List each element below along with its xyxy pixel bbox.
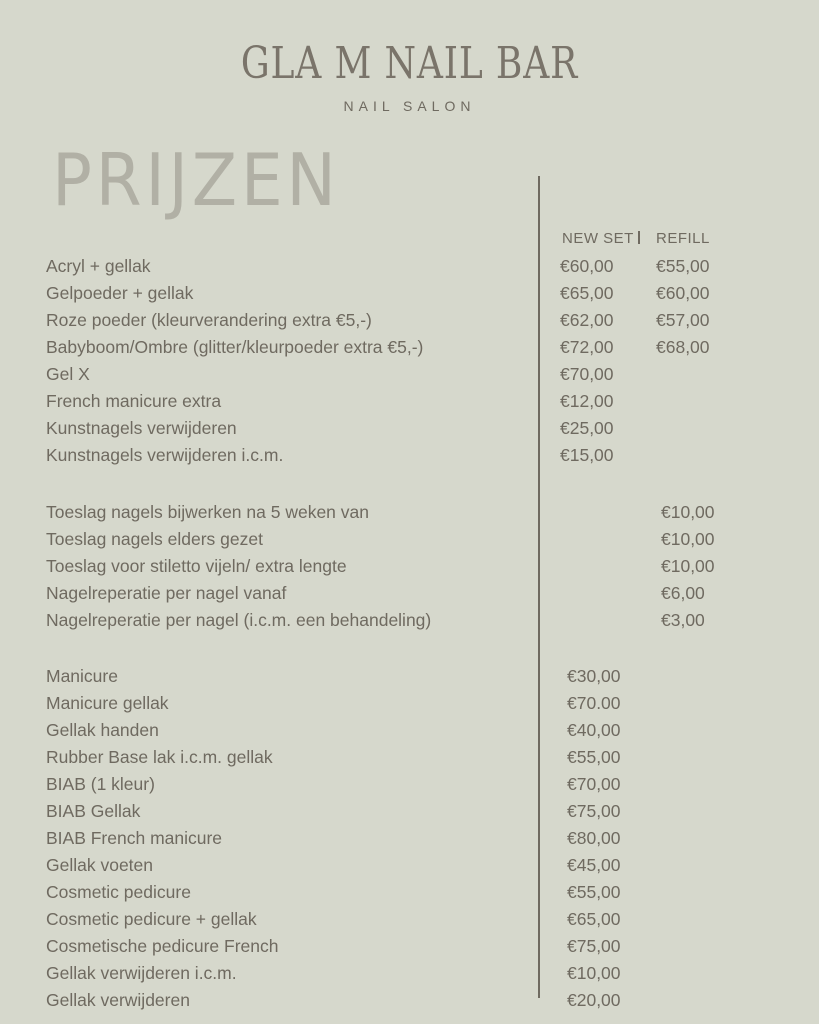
refill-price: €60,00	[656, 283, 710, 303]
service-price: €80,00	[567, 828, 621, 848]
new-set-price: €72,00	[560, 337, 614, 357]
new-set-price: €25,00	[560, 418, 614, 438]
price-row	[0, 415, 819, 442]
price-row	[0, 526, 819, 553]
service-price: €40,00	[567, 720, 621, 740]
service-label: Cosmetic pedicure	[46, 882, 191, 902]
price-row	[0, 553, 819, 580]
service-label: Acryl + gellak	[46, 256, 151, 276]
service-label: BIAB (1 kleur)	[46, 774, 155, 794]
column-header-separator	[638, 231, 640, 244]
service-label: Gellak handen	[46, 720, 159, 740]
service-price: €30,00	[567, 666, 621, 686]
price-row	[0, 825, 819, 852]
service-label: Gellak verwijderen i.c.m.	[46, 963, 237, 983]
price-row	[0, 906, 819, 933]
service-label: Nagelreperatie per nagel vanaf	[46, 583, 287, 603]
price-row	[0, 960, 819, 987]
surcharge-price: €10,00	[661, 529, 715, 549]
brand-subtitle: NAIL SALON	[343, 98, 476, 114]
price-row	[0, 717, 819, 744]
refill-price: €57,00	[656, 310, 710, 330]
new-set-price: €70,00	[560, 364, 614, 384]
service-label: French manicure extra	[46, 391, 222, 411]
price-row	[0, 987, 819, 1014]
service-label: BIAB French manicure	[46, 828, 223, 848]
service-label: Manicure	[46, 666, 118, 686]
column-header-new-set: NEW SET	[562, 230, 634, 247]
service-price: €20,00	[567, 990, 621, 1010]
price-row	[0, 334, 819, 361]
price-row	[0, 280, 819, 307]
service-label: Gellak voeten	[46, 855, 154, 875]
brand-title: GLA M NAIL BAR	[240, 38, 579, 89]
service-label: Cosmetic pedicure + gellak	[46, 909, 257, 929]
price-row	[0, 388, 819, 415]
service-price: €55,00	[567, 747, 621, 767]
price-row	[0, 798, 819, 825]
service-label: Gelpoeder + gellak	[46, 283, 194, 303]
new-set-price: €65,00	[560, 283, 614, 303]
column-header-refill: REFILL	[656, 230, 710, 247]
price-row	[0, 852, 819, 879]
new-set-price: €62,00	[560, 310, 614, 330]
service-label: Toeslag voor stiletto vijeln/ extra lengte	[46, 556, 347, 576]
service-price: €70.00	[567, 693, 621, 713]
service-price: €75,00	[567, 801, 621, 821]
new-set-price: €12,00	[560, 391, 614, 411]
price-row	[0, 933, 819, 960]
service-price: €75,00	[567, 936, 621, 956]
service-label: Rubber Base lak i.c.m. gellak	[46, 747, 273, 767]
service-label: BIAB Gellak	[46, 801, 141, 821]
service-label: Babyboom/Ombre (glitter/kleurpoeder extra €5,-)	[46, 337, 424, 357]
page-heading: PRIJZEN	[52, 138, 340, 222]
service-price: €10,00	[567, 963, 621, 983]
new-set-price: €60,00	[560, 256, 614, 276]
service-label: Roze poeder (kleurverandering extra €5,-)	[46, 310, 372, 330]
refill-price: €55,00	[656, 256, 710, 276]
service-label: Toeslag nagels elders gezet	[46, 529, 263, 549]
service-label: Kunstnagels verwijderen	[46, 418, 237, 438]
service-label: Gel X	[46, 364, 90, 384]
price-row	[0, 580, 819, 607]
service-label: Manicure gellak	[46, 693, 169, 713]
price-row	[0, 771, 819, 798]
service-label: Nagelreperatie per nagel (i.c.m. een behandeling)	[46, 610, 432, 630]
price-row	[0, 607, 819, 634]
surcharge-price: €3,00	[661, 610, 705, 630]
price-row	[0, 879, 819, 906]
price-row	[0, 442, 819, 469]
price-row	[0, 361, 819, 388]
service-label: Toeslag nagels bijwerken na 5 weken van	[46, 502, 369, 522]
service-label: Kunstnagels verwijderen i.c.m.	[46, 445, 284, 465]
price-row	[0, 690, 819, 717]
service-price: €65,00	[567, 909, 621, 929]
surcharge-price: €10,00	[661, 502, 715, 522]
refill-price: €68,00	[656, 337, 710, 357]
service-price: €45,00	[567, 855, 621, 875]
new-set-price: €15,00	[560, 445, 614, 465]
price-row	[0, 499, 819, 526]
surcharge-price: €6,00	[661, 583, 705, 603]
service-price: €70,00	[567, 774, 621, 794]
service-label: Cosmetische pedicure French	[46, 936, 279, 956]
price-row	[0, 253, 819, 280]
service-label: Gellak verwijderen	[46, 990, 190, 1010]
price-row	[0, 744, 819, 771]
price-row	[0, 307, 819, 334]
price-row	[0, 663, 819, 690]
service-price: €55,00	[567, 882, 621, 902]
surcharge-price: €10,00	[661, 556, 715, 576]
